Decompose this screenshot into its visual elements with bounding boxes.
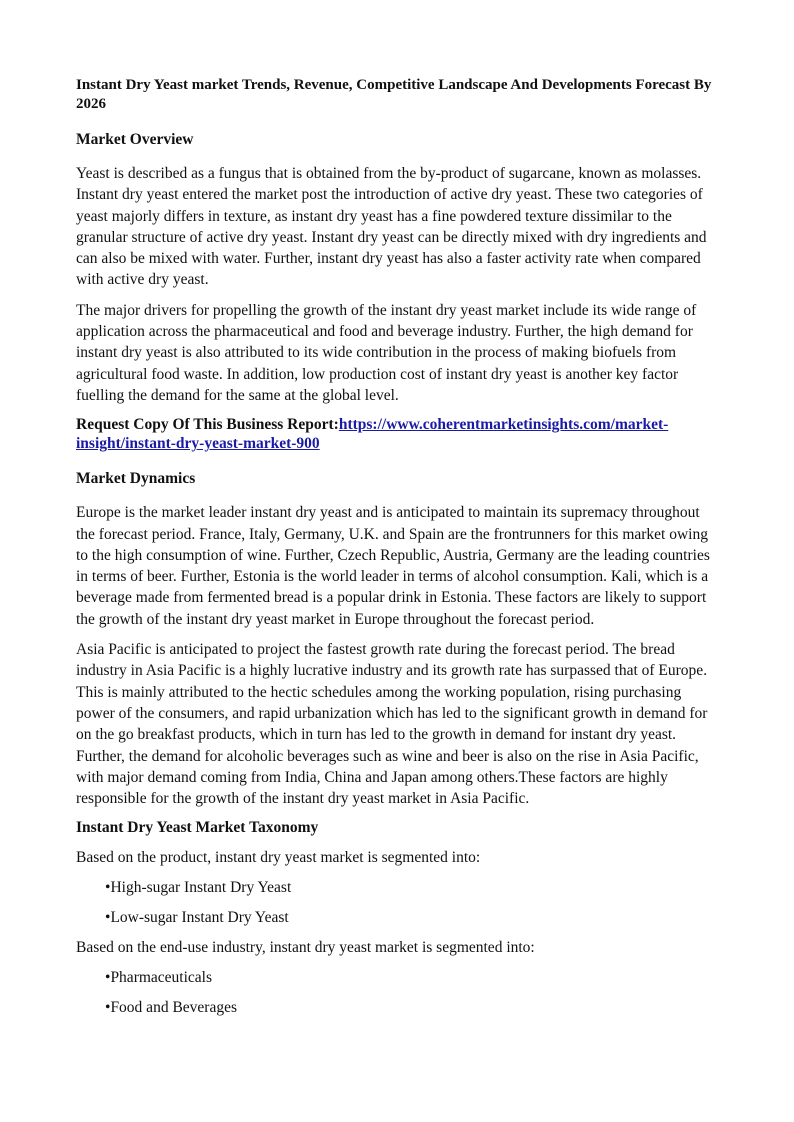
list-item-label: Pharmaceuticals [110, 969, 213, 987]
overview-paragraph: The major drivers for propelling the growth of the instant dry yeast market include its wide range of application across the pharmaceutical and food and beverage industry. Further, the high demand for instant dry yeast is also attributed to its wide contribution in the process of making biofuels from agricultural food waste. In addition, low production cost of instant dry yeast is another key factor fuelling the demand for the same at the global level. [76, 301, 697, 404]
document-page [76, 76, 718, 1028]
list-item [76, 968, 718, 988]
list-item [76, 998, 718, 1018]
taxonomy-heading: Instant Dry Yeast Market Taxonomy [76, 819, 319, 837]
document-title: Instant Dry Yeast market Trends, Revenue, Competitive Landscape And Developments Forecast By 2026 [76, 77, 712, 112]
dynamics-paragraph: Europe is the market leader instant dry yeast and is anticipated to maintain its supremacy throughout the forecast period. France, Italy, Germany, U.K. and Spain are the frontrunners for this market owing to the high consumption of wine. Further, Czech Republic, Austria, Germany are the leading countries in terms of beer. Further, Estonia is the world leader in terms of alcohol consumption. Kali, which is a beverage made from fermented bread is a popular drink in Estonia. These factors are likely to support the growth of the instant dry yeast market in Europe throughout the forecast period. [76, 504, 710, 628]
list-item [76, 878, 718, 898]
list-item [76, 908, 718, 928]
bullet-icon: • [105, 879, 111, 897]
enduse-segment-intro: Based on the end-use industry, instant dry yeast market is segmented into: [76, 939, 535, 957]
request-copy-label: Request Copy Of This Business Report: [76, 416, 339, 434]
dynamics-paragraph: Asia Pacific is anticipated to project the fastest growth rate during the forecast period. The bread industry in Asia Pacific is a highly lucrative industry and its growth rate has surpassed that of Europe. This is mainly attributed to the hectic schedules among the working population, rising purchasing power of the consumers, and rapid urbanization which has led to the significant growth in demand for on the go breakfast products, which in turn has led to the growth in demand for instant dry yeast. Further, the demand for alcoholic beverages such as wine and beer is also on the rise in Asia Pacific, with major demand coming from India, China and Japan among others.These factors are highly responsible for the growth of the instant dry yeast market in Asia Pacific. [76, 641, 708, 808]
list-item-label: Food and Beverages [110, 999, 237, 1017]
overview-paragraph: Yeast is described as a fungus that is obtained from the by-product of sugarcane, known as molasses. Instant dry yeast entered the market post the introduction of active dry yeast. These two categories of yeast majorly differs in texture, as instant dry yeast has a fine powdered texture dissimilar to the granular structure of active dry yeast. Instant dry yeast can be directly mixed with dry ingredients and can also be mixed with water. Further, instant dry yeast has also a faster activity rate when compared with active dry yeast. [76, 165, 707, 289]
bullet-icon: • [105, 969, 111, 987]
product-segment-list [76, 878, 718, 928]
bullet-icon: • [105, 999, 111, 1017]
request-copy-line [76, 415, 718, 453]
product-segment-intro: Based on the product, instant dry yeast market is segmented into: [76, 849, 481, 867]
report-link[interactable]: https://www.coherentmarketinsights.com/market-insight/instant-dry-yeast-market-900 [76, 416, 669, 453]
list-item-label: Low-sugar Instant Dry Yeast [110, 909, 289, 927]
market-overview-heading: Market Overview [76, 131, 194, 148]
list-item-label: High-sugar Instant Dry Yeast [110, 879, 292, 897]
market-dynamics-heading: Market Dynamics [76, 470, 196, 488]
bullet-icon: • [105, 909, 111, 927]
enduse-segment-list [76, 968, 718, 1018]
